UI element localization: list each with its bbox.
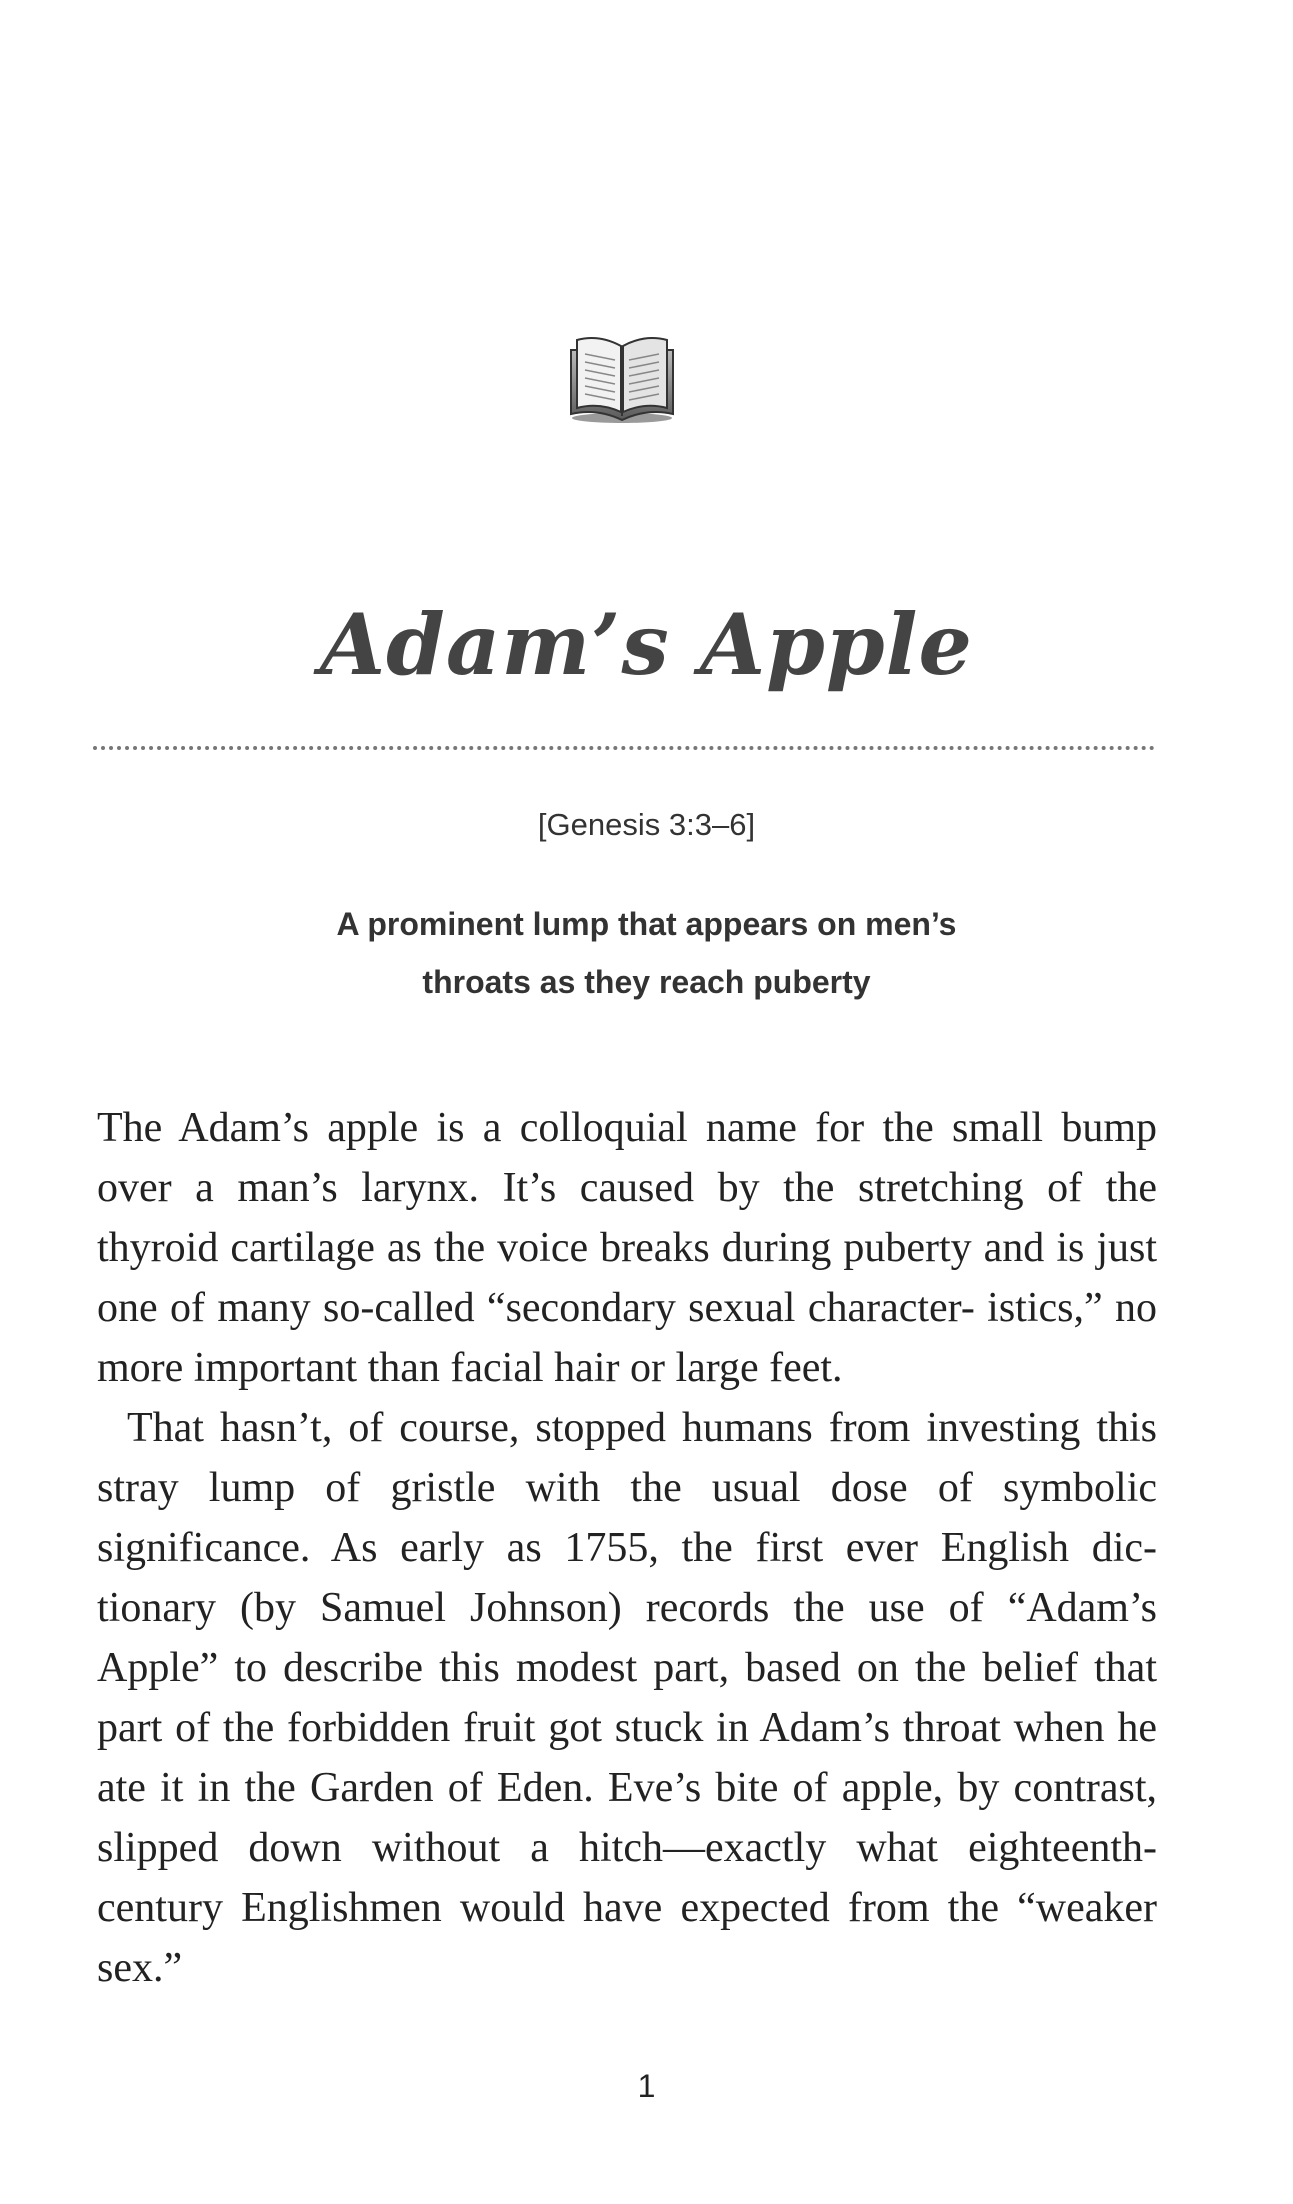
open-book-icon: [567, 330, 677, 425]
paragraph: [97, 1098, 1157, 1398]
text-line: when he ate it in the Garden of Eden. Eve’s bite of apple,: [97, 1705, 1158, 1811]
paragraph: [97, 1398, 1157, 1998]
text-line: That hasn’t, of course, stopped humans from investing: [127, 1405, 1081, 1451]
text-line: Apple” to describe this modest part, based on the belief: [97, 1645, 1078, 1691]
text-line: this stray lump of gristle with the usual dose of symbolic: [97, 1405, 1157, 1511]
text-line: istics,” no more important than facial hair or large feet.: [97, 1285, 1157, 1391]
text-line: over a man’s larynx. It’s caused by the stretching of the: [97, 1165, 1157, 1211]
page-number: 1: [637, 2068, 656, 2104]
text-line: thyroid cartilage as the voice breaks during puberty and: [97, 1225, 1045, 1271]
text-line: significance. As early as 1755, the first ever English dic-: [97, 1525, 1157, 1571]
definition: [0, 895, 1293, 1011]
definition-line: throats as they reach puberty: [422, 964, 871, 1000]
text-line: from the “weaker sex.”: [97, 1885, 1158, 1991]
text-line: by contrast, slipped down without a hitch—exactly what: [97, 1765, 1158, 1871]
text-line: eighteenth-century Englishmen would have expected: [97, 1825, 1157, 1931]
text-line: that part of the forbidden fruit got stuck in Adam’s throat: [97, 1645, 1157, 1751]
text-line: tionary (by Samuel Johnson) records the use of “Adam’s: [97, 1585, 1157, 1631]
text-line: is just one of many so-called “secondary sexual character-: [97, 1225, 1158, 1331]
text-line: The Adam’s apple is a colloquial name for the small bump: [97, 1105, 1157, 1151]
definition-line: A prominent lump that appears on men’s: [336, 906, 957, 942]
scripture-reference: [Genesis 3:3–6]: [537, 807, 756, 842]
body-text: [97, 1098, 1157, 1998]
dotted-divider: [93, 746, 1155, 750]
entry-title: Adam’s Apple: [320, 595, 973, 694]
